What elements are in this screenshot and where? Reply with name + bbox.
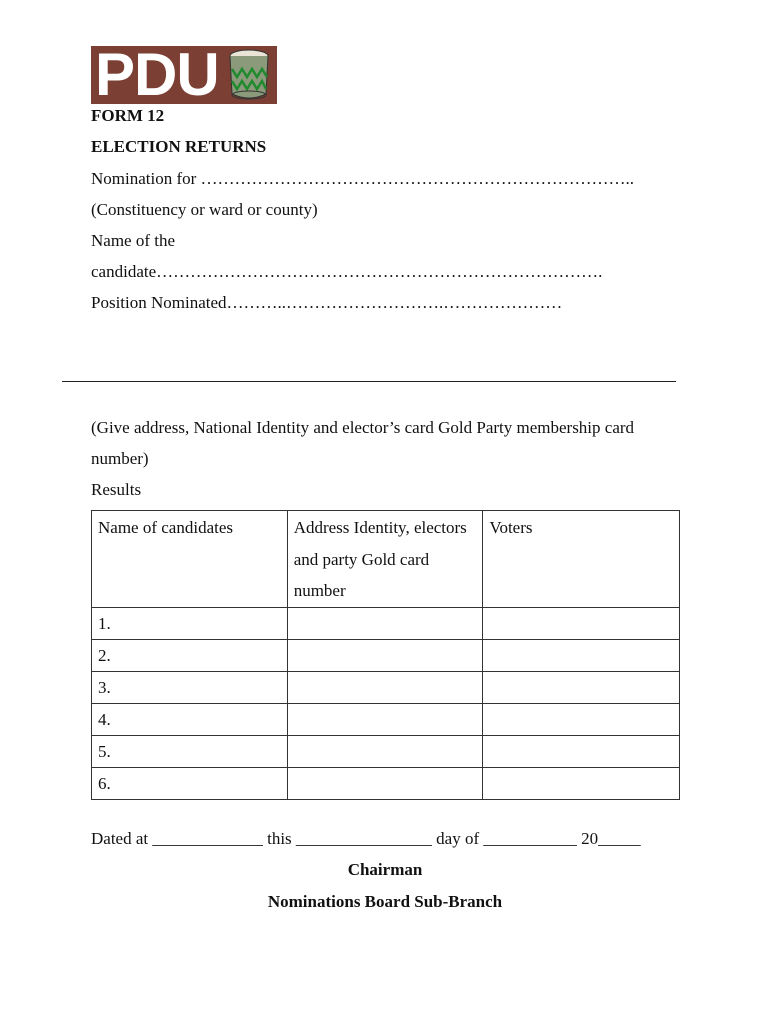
logo-text: PDU: [95, 46, 219, 104]
pdu-logo: [91, 46, 277, 104]
table-row: [92, 671, 680, 703]
nomination-for-field: Nomination for …………………………………………………………………..: [91, 169, 635, 188]
instructions-line-1: (Give address, National Identity and elector’s card Gold Party membership card: [91, 418, 635, 437]
row-address-cell[interactable]: [287, 703, 483, 735]
row-voters-cell[interactable]: [483, 767, 680, 799]
table-header-row: [92, 511, 680, 608]
name-of-the-label: Name of the: [91, 231, 176, 250]
candidate-field: candidate…………………………………………………………………….: [91, 262, 603, 281]
table-row: [92, 767, 680, 799]
row-address-cell[interactable]: [287, 735, 483, 767]
row-number: 4.: [92, 703, 288, 735]
row-address-cell[interactable]: [287, 767, 483, 799]
signature-title: Chairman: [347, 860, 423, 879]
form-number: FORM 12: [91, 106, 165, 125]
row-address-cell[interactable]: [287, 671, 483, 703]
table-row: [92, 607, 680, 639]
dated-line: Dated at _____________ this ________________ day of ___________ 20_____: [91, 829, 641, 848]
row-voters-cell[interactable]: [483, 639, 680, 671]
row-number: 1.: [92, 607, 288, 639]
row-number: 2.: [92, 639, 288, 671]
header-name-of-candidates: Name of candidates: [92, 511, 288, 608]
form-title: ELECTION RETURNS: [91, 137, 267, 156]
row-number: 3.: [92, 671, 288, 703]
row-voters-cell[interactable]: [483, 671, 680, 703]
table-row: [92, 639, 680, 671]
table-row: [92, 703, 680, 735]
header-voters: Voters: [483, 511, 680, 608]
table-row: [92, 735, 680, 767]
instructions-line-2: number): [91, 449, 149, 468]
results-label: Results: [91, 480, 142, 499]
row-number: 5.: [92, 735, 288, 767]
divider-line: [62, 381, 676, 382]
constituency-note: (Constituency or ward or county): [91, 200, 318, 219]
row-voters-cell[interactable]: [483, 607, 680, 639]
results-table: [91, 510, 680, 800]
row-voters-cell[interactable]: [483, 735, 680, 767]
header-address-identity: Address Identity, electors and party Gold card number: [287, 511, 483, 608]
position-nominated-field: Position Nominated………..……………………….…………………: [91, 293, 563, 312]
row-voters-cell[interactable]: [483, 703, 680, 735]
signature-board: Nominations Board Sub-Branch: [267, 892, 503, 911]
row-address-cell[interactable]: [287, 607, 483, 639]
drum-icon: [221, 47, 277, 103]
row-address-cell[interactable]: [287, 639, 483, 671]
row-number: 6.: [92, 767, 288, 799]
